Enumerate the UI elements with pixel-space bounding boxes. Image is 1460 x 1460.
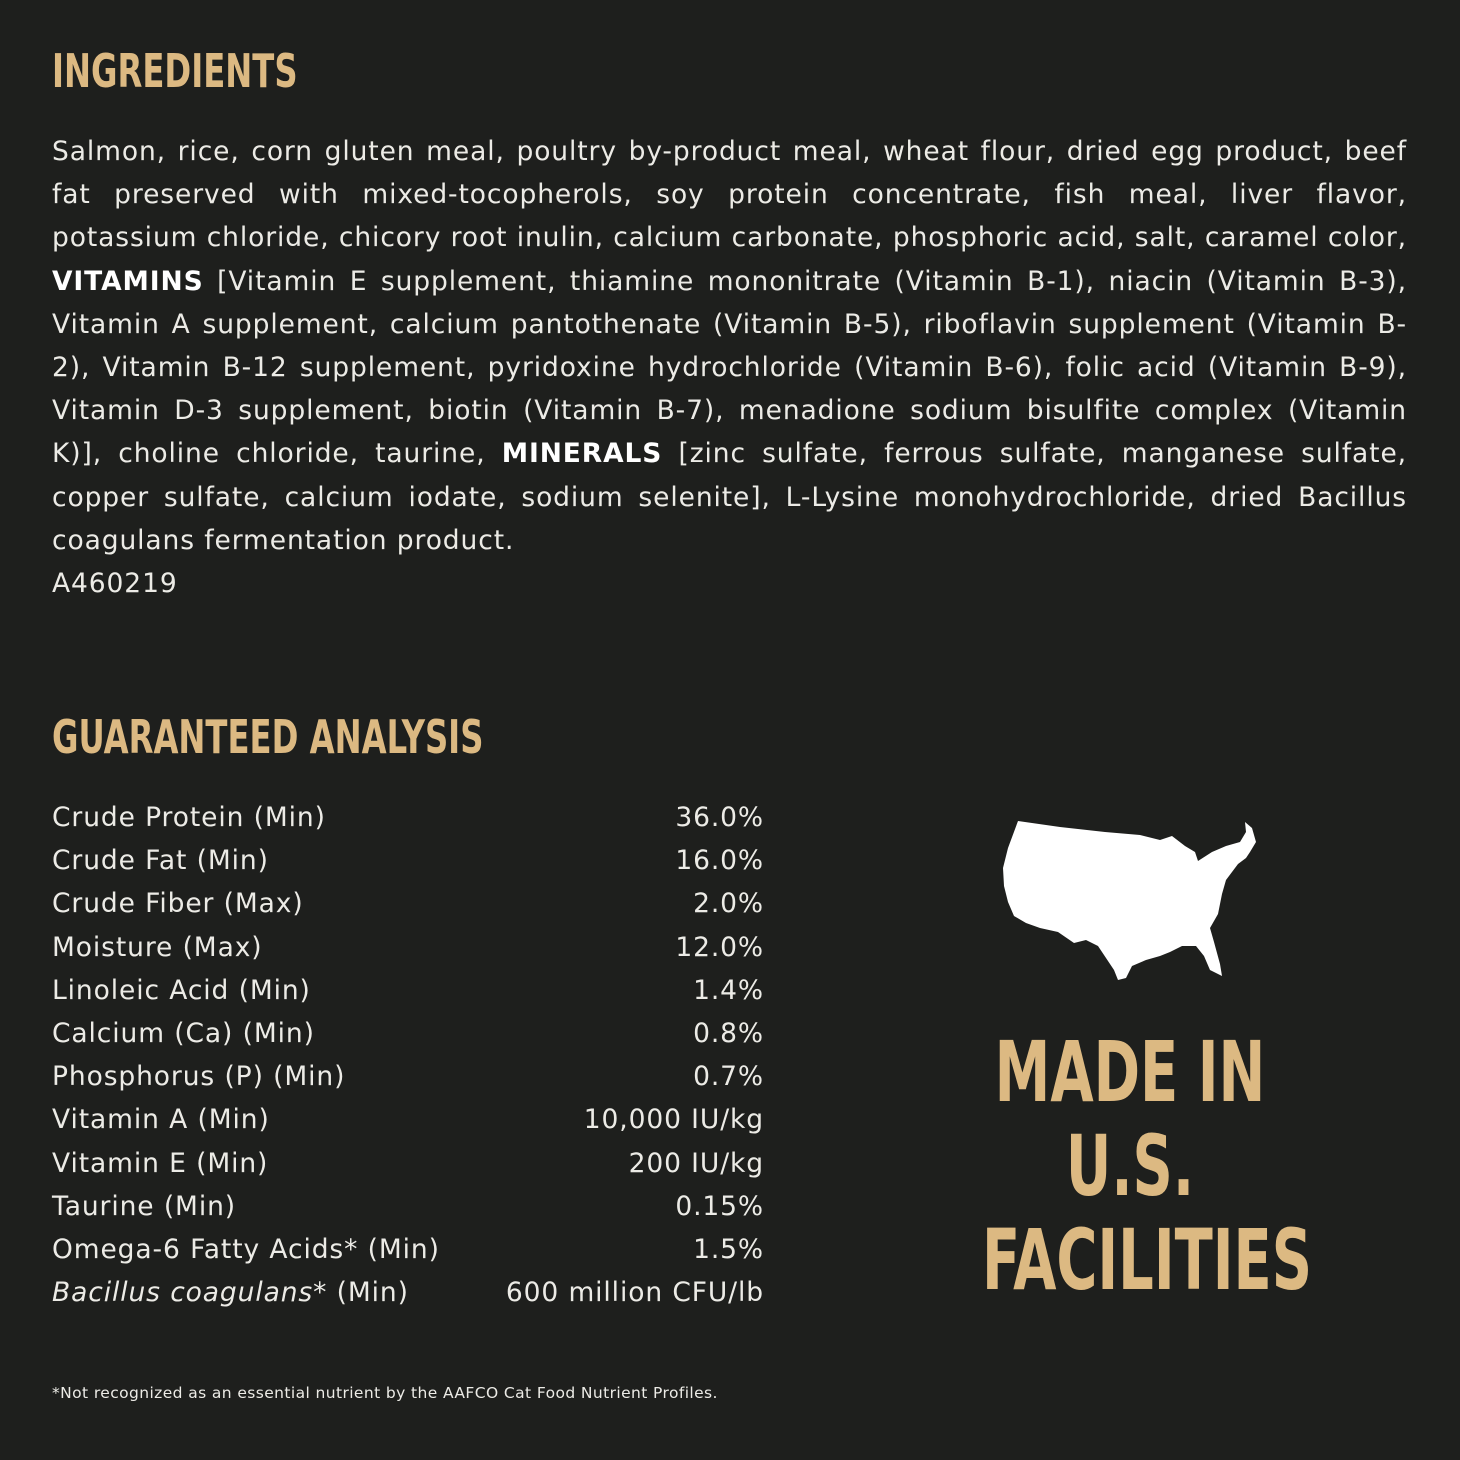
analysis-label-suffix: * (Min)	[313, 1277, 409, 1309]
analysis-label: Moisture (Max)	[52, 931, 263, 963]
analysis-label: Vitamin A (Min)	[52, 1104, 270, 1136]
analysis-value: 0.7%	[693, 1061, 764, 1093]
analysis-row-crude-protein	[52, 796, 764, 839]
analysis-label: Linoleic Acid (Min)	[52, 974, 311, 1006]
analysis-value: 12.0%	[675, 931, 764, 963]
analysis-value: 2.0%	[693, 888, 764, 920]
analysis-row-linoleic-acid	[52, 969, 764, 1012]
analysis-row-vitamin-e	[52, 1142, 764, 1185]
ingredients-text-part2: [Vitamin E supplement, thiamine mononitrate (Vitamin B-1), niacin (Vitamin B-3), Vitamin A supplement, calcium pantothenate (Vitamin B-5), riboflavin supplement (Vitamin B-2), Vitamin B-12 supplement, pyridoxine hydrochloride (Vitamin B-6), folic acid (Vitamin B-9), Vitamin D-3 supplement, biotin (Vitamin B-7), menadione sodium bisulfite complex (Vitamin K)], choline chloride, taurine,	[52, 265, 1407, 470]
ingredients-text-part1: Salmon, rice, corn gluten meal, poultry by-product meal, wheat flour, dried egg product, beef fat preserved with mixed-tocopherols, soy protein concentrate, fish meal, liver flavor, potassium chloride, chicory root inulin, calcium carbonate, phosphoric acid, salt, caramel color,	[52, 136, 1407, 254]
analysis-value: 16.0%	[675, 845, 764, 877]
analysis-label: Crude Fiber (Max)	[52, 888, 304, 920]
analysis-value: 1.5%	[693, 1233, 764, 1265]
analysis-row-omega-6	[52, 1228, 764, 1271]
analysis-label: Crude Protein (Min)	[52, 802, 326, 833]
analysis-value: 200 IU/kg	[628, 1147, 764, 1179]
analysis-row-calcium	[52, 1012, 764, 1055]
analysis-row-moisture	[52, 926, 764, 969]
analysis-label	[52, 1271, 409, 1314]
analysis-label: Crude Fat (Min)	[52, 845, 269, 877]
analysis-row-vitamin-a	[52, 1098, 764, 1141]
analysis-value: 0.8%	[693, 1017, 764, 1049]
guaranteed-analysis-heading: GUARANTEED ANALYSIS	[52, 710, 484, 764]
analysis-value: 36.0%	[675, 802, 764, 833]
made-in-line-3: FACILITIES	[982, 1211, 1313, 1309]
minerals-label: MINERALS	[501, 438, 663, 470]
vitamins-label: VITAMINS	[52, 265, 204, 297]
analysis-row-crude-fiber	[52, 882, 764, 925]
analysis-label: Phosphorus (P) (Min)	[52, 1061, 346, 1093]
analysis-row-bacillus-coagulans	[52, 1271, 764, 1314]
analysis-label: Vitamin E (Min)	[52, 1147, 269, 1179]
analysis-row-phosphorus	[52, 1055, 764, 1098]
analysis-value: 600 million CFU/lb	[505, 1277, 764, 1309]
analysis-label-italic: Bacillus coagulans	[52, 1277, 314, 1309]
ingredients-code: A460219	[52, 568, 178, 600]
ingredients-heading: INGREDIENTS	[52, 44, 298, 98]
usa-map-icon	[1000, 818, 1260, 983]
ingredients-list	[52, 130, 1407, 605]
analysis-row-taurine	[52, 1185, 764, 1228]
analysis-value: 10,000 IU/kg	[583, 1104, 764, 1136]
analysis-value: 1.4%	[693, 974, 764, 1006]
made-in-line-1: MADE IN	[994, 1023, 1266, 1121]
analysis-value: 0.15%	[675, 1190, 764, 1222]
made-in-us-facilities	[930, 1025, 1330, 1307]
analysis-label: Calcium (Ca) (Min)	[52, 1017, 315, 1049]
analysis-label: Taurine (Min)	[52, 1190, 237, 1222]
guaranteed-analysis-table	[52, 796, 764, 1314]
analysis-label: Omega-6 Fatty Acids* (Min)	[52, 1233, 440, 1265]
made-in-line-2: U.S.	[1065, 1117, 1195, 1215]
analysis-row-crude-fat	[52, 839, 764, 882]
footnote: *Not recognized as an essential nutrient by the AAFCO Cat Food Nutrient Profiles.	[52, 1384, 718, 1402]
ingredients-text-part3: [zinc sulfate, ferrous sulfate, manganese sulfate, copper sulfate, calcium iodate, sodium selenite], L-Lysine monohydrochloride, dried Bacillus coagulans fermentation product.	[52, 438, 1407, 556]
